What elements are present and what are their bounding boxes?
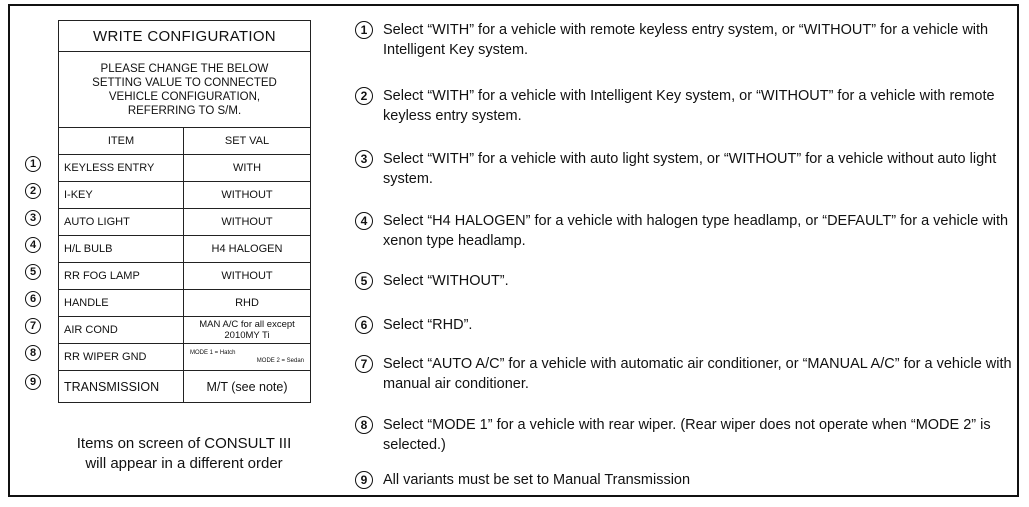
instruction-text: Select “WITH” for a vehicle with auto light system, or “WITHOUT” for a vehicle without auto light system. [383,151,997,187]
instruction-number-badge: 2 [355,87,373,105]
row-item: RR WIPER GND [59,344,184,370]
table-row [59,155,310,182]
instruction-number-badge: 4 [355,212,373,230]
row-value: H4 HALOGEN [211,243,283,255]
instruction-number-badge: 9 [355,471,373,489]
instruction-text: Select “AUTO A/C” for a vehicle with automatic air conditioner, or “MANUAL A/C” for a vehicle with manual air conditioner. [383,356,1012,392]
row-item: HANDLE [59,290,184,316]
row-value: WITHOUT [221,189,273,201]
consult-order-note: Items on screen of CONSULT III will appear in a different order [76,435,292,472]
table-row [59,317,310,344]
instruction-number-badge: 5 [355,272,373,290]
row-number-badge: 1 [25,156,41,172]
row-item: RR FOG LAMP [59,263,184,289]
table-row [59,236,310,263]
row-number-badge: 3 [25,210,41,226]
instruction-number-badge: 1 [355,21,373,39]
row-number-badge: 7 [25,318,41,334]
write-configuration-table [58,20,311,403]
row-value-line2: MODE 2 = Sedan [256,358,304,364]
instruction-text: All variants must be set to Manual Transmission [383,472,691,488]
row-item: AUTO LIGHT [59,209,184,235]
row-number-badge: 8 [25,345,41,361]
instruction-number-badge: 8 [355,416,373,434]
instruction-text: Select “RHD”. [383,317,473,333]
row-item: I-KEY [59,182,184,208]
instruction-number-badge: 6 [355,316,373,334]
row-value: M/T (see note) [206,379,288,394]
table-row [59,344,310,371]
row-item: H/L BULB [59,236,184,262]
row-number-badge: 2 [25,183,41,199]
row-value: MAN A/C for all except 2010MY Ti [199,319,295,341]
instruction-text: Select “WITHOUT”. [383,273,509,289]
document-frame [8,4,1019,497]
config-note: PLEASE CHANGE THE BELOW SETTING VALUE TO CONNECTED VEHICLE CONFIGURATION, REFERRING TO S/M. [59,52,310,128]
row-value-line1: MODE 1 = Hatch [190,350,236,356]
instruction-text: Select “MODE 1” for a vehicle with rear wiper. (Rear wiper does not operate when “MODE 2” is selected.) [383,417,991,453]
row-item: TRANSMISSION [59,371,184,402]
row-value: RHD [235,297,259,309]
row-item: AIR COND [59,317,184,343]
table-row [59,371,310,402]
row-number-badge: 9 [25,374,41,390]
table-row [59,290,310,317]
config-title: WRITE CONFIGURATION [59,21,310,52]
row-value: WITHOUT [221,216,273,228]
header-set-val: SET VAL [224,135,270,147]
table-row [59,263,310,290]
row-value: WITHOUT [221,270,273,282]
instruction-text: Select “WITH” for a vehicle with Intelligent Key system, or “WITHOUT” for a vehicle with remote keyless entry system. [383,88,995,124]
instruction-number-badge: 3 [355,150,373,168]
row-value [184,344,310,370]
config-header-row [59,128,310,155]
instruction-number-badge: 7 [355,355,373,373]
row-number-badge: 6 [25,291,41,307]
table-row [59,209,310,236]
row-item: KEYLESS ENTRY [59,155,184,181]
row-number-badge: 5 [25,264,41,280]
header-item: ITEM [59,128,184,154]
row-number-badge: 4 [25,237,41,253]
instruction-text: Select “H4 HALOGEN” for a vehicle with halogen type headlamp, or “DEFAULT” for a vehicle with xenon type headlamp. [383,213,1009,249]
row-value: WITH [232,162,262,174]
instruction-text: Select “WITH” for a vehicle with remote keyless entry system, or “WITHOUT” for a vehicle with Intelligent Key system. [383,22,989,58]
table-row [59,182,310,209]
